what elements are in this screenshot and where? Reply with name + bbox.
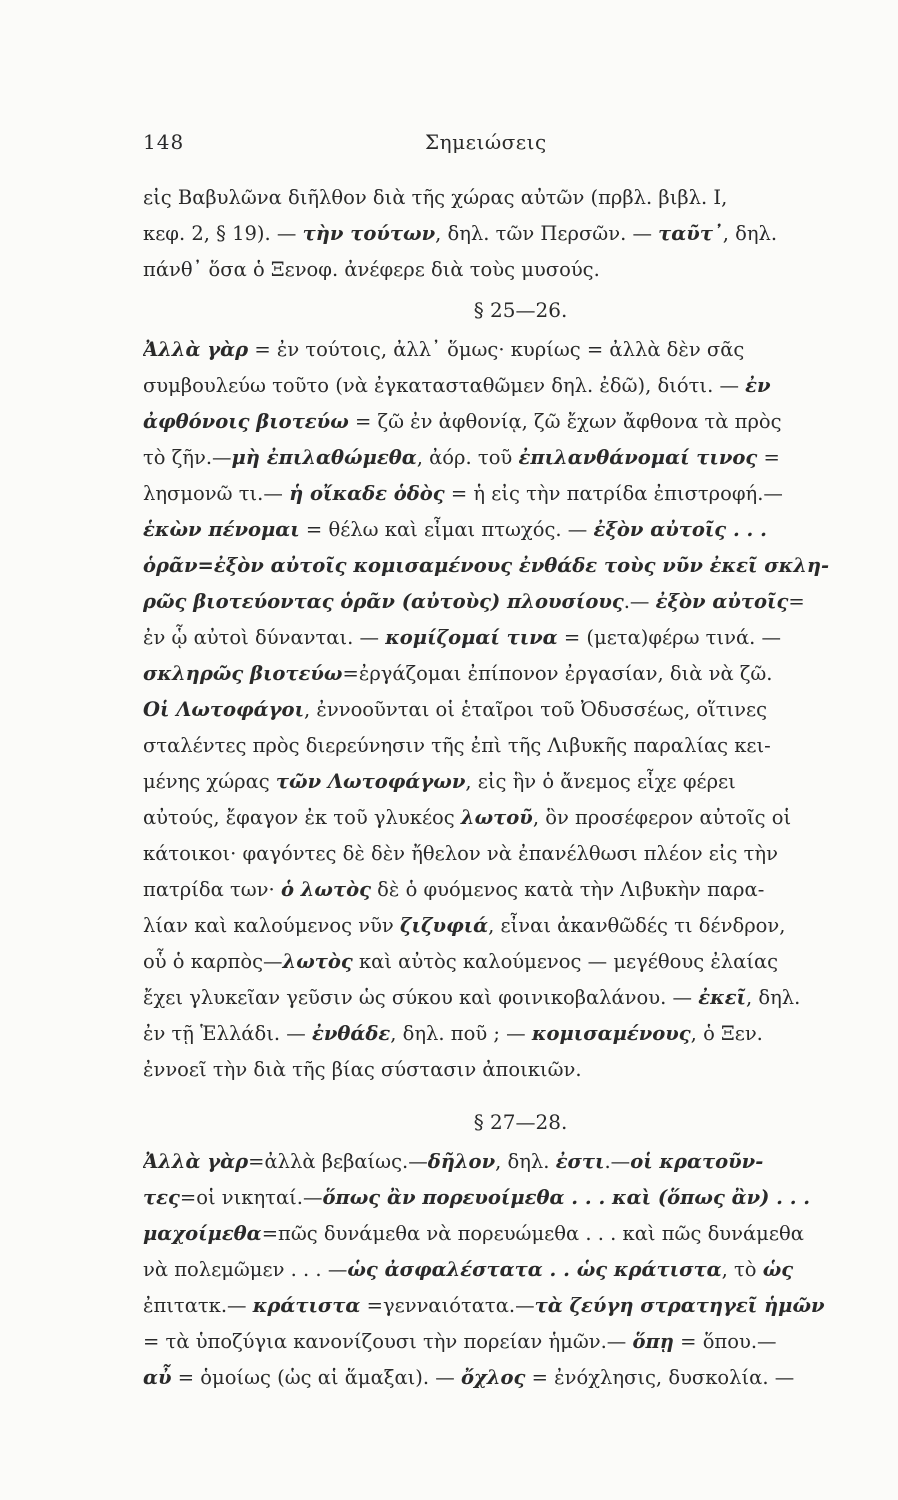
text-run: κεφ. 2, § 19). —: [143, 222, 303, 245]
text-line: [143, 440, 878, 476]
bold-term: ἐξὸν αὐτοῖς . . .: [593, 518, 767, 541]
text-run: καὶ αὐτὸς καλούμενος — μεγέθους ἐλαίας: [352, 950, 779, 973]
bold-term: ὄχλος: [461, 1366, 526, 1389]
text-run: , ἐννοοῦνται οἱ ἑταῖροι τοῦ Ὀδυσσέως, οἵτινες: [304, 698, 768, 721]
text-line: [143, 1360, 878, 1396]
text-run: λησμονῶ τι.—: [143, 482, 290, 505]
text-line: [143, 404, 878, 440]
bold-term: ἡ οἴκαδε ὁδὸς: [289, 482, 445, 505]
text-run: ἐννοεῖ τὴν διὰ τῆς βίας σύστασιν ἀποικιῶν.: [143, 1058, 582, 1081]
text-line: [143, 1324, 878, 1360]
bold-term: τες: [143, 1186, 180, 1209]
text-line: [143, 180, 878, 216]
bold-term: ἐξὸν αὐτοῖς: [655, 590, 789, 613]
text-line: [143, 476, 878, 512]
bold-term: ὡς ἀσφαλέστατα . . ὡς κράτιστα: [347, 1258, 722, 1281]
text-run: πατρίδα των·: [143, 878, 281, 901]
text-run: πάνθ᾽ ὅσα ὁ Ξενοφ. ἀνέφερε διὰ τοὺς μυσούς.: [143, 258, 600, 281]
text-run: οὗ ὁ καρπὸς—: [143, 950, 283, 973]
bold-term: Ἀλλὰ γὰρ: [143, 1150, 249, 1173]
text-run: , εἰς ἣν ὁ ἄνεμος εἶχε φέρει: [465, 770, 736, 793]
text-run: , δηλ.: [745, 986, 801, 1009]
text-run: , εἶναι ἀκανθῶδές τι δένδρον,: [488, 914, 786, 937]
text-run: =ἀλλὰ βεβαίως.—: [248, 1150, 428, 1173]
text-run: , ὃν προσέφερον αὐτοῖς οἱ: [532, 806, 792, 829]
text-line: [143, 1288, 878, 1324]
bold-term: τὴν τούτων: [302, 222, 436, 245]
text-run: , δηλ. τῶν Περσῶν. —: [435, 222, 659, 245]
paragraph-block-c: [143, 1144, 878, 1396]
text-run: μένης χώρας: [143, 770, 276, 793]
text-run: =οἱ νικηταί.—: [179, 1186, 323, 1209]
text-line: [143, 944, 878, 980]
bold-term: ἀφθόνοις βιοτεύω: [143, 410, 349, 433]
bold-term: ἐστι: [555, 1150, 605, 1173]
text-run: , τὸ: [721, 1258, 763, 1281]
bold-term: Οἱ Λωτοφάγοι: [143, 698, 304, 721]
paragraph-block-b: [143, 332, 878, 1088]
text-run: λίαν καὶ καλούμενος νῦν: [143, 914, 400, 937]
bold-term: μαχοίμεθα: [143, 1222, 262, 1245]
running-title: Σημειώσεις: [425, 130, 547, 154]
text-line: [143, 332, 878, 368]
text-line: [143, 800, 878, 836]
bold-term: μὴ ἐπιλαθώμεθα: [231, 446, 417, 469]
text-run: = ἐν τούτοις, ἀλλ᾽ ὅμως· κυρίως = ἀλλὰ δὲν σᾶς: [248, 338, 745, 361]
bold-term: ρῶς βιοτεύοντας ὁρᾶν (αὐτοὺς) πλουσίους: [143, 590, 624, 613]
bold-term: δῆλον: [427, 1150, 496, 1173]
text-run: = ὁμοίως (ὡς αἱ ἅμαξαι). —: [171, 1366, 462, 1389]
bold-term: κομισαμένους: [531, 1022, 691, 1045]
text-line: [143, 584, 878, 620]
section-heading-25-26: § 25—26.: [473, 298, 568, 322]
text-run: =γενναιότατα.—: [360, 1294, 535, 1317]
text-line: [143, 548, 878, 584]
bold-term: αὖ: [143, 1366, 172, 1389]
text-line: [143, 216, 878, 252]
text-run: = τὰ ὑποζύγια κανονίζουσι τὴν πορείαν ἡμῶν.—: [143, 1330, 633, 1353]
bold-term: ἐπιλανθάνομαί τινος: [518, 446, 758, 469]
text-run: νὰ πολεμῶμεν . . . —: [143, 1258, 348, 1281]
text-line: [143, 908, 878, 944]
text-run: σταλέντες πρὸς διερεύνησιν τῆς ἐπὶ τῆς Λιβυκῆς παραλίας κει-: [143, 734, 771, 757]
text-run: δὲ ὁ φυόμενος κατὰ τὴν Λιβυκὴν παρα-: [370, 878, 765, 901]
body-text: [143, 180, 878, 1396]
bold-term: ἐνθάδε: [311, 1022, 391, 1045]
text-run: ἐπιτατκ.—: [143, 1294, 253, 1317]
bold-term: κομίζομαί τινα: [385, 626, 558, 649]
text-line: [143, 728, 878, 764]
text-line: [143, 836, 878, 872]
text-run: =: [788, 590, 805, 613]
text-run: = θέλω καὶ εἶμαι πτωχός. —: [299, 518, 594, 541]
bold-term: ὁρᾶν=ἐξὸν αὐτοῖς κομισαμένους ἐνθάδε τοὺς νῦν ἐκεῖ σκλη-: [143, 554, 830, 577]
text-run: τὸ ζῆν.—: [143, 446, 232, 469]
text-run: = ζῶ ἐν ἀφθονίᾳ, ζῶ ἔχων ἄφθονα τὰ πρὸς: [348, 410, 782, 433]
bold-term: ἑκὼν πένομαι: [143, 518, 300, 541]
text-run: , δηλ.: [722, 222, 778, 245]
text-line: [143, 368, 878, 404]
bold-term: ὁ λωτὸς: [280, 878, 371, 901]
bold-term: κράτιστα: [252, 1294, 361, 1317]
bold-term: τὰ ζεύγη στρατηγεῖ ἡμῶν: [534, 1294, 825, 1317]
bold-term: οἱ κρατοῦν-: [630, 1150, 764, 1173]
text-run: = (μετα)φέρω τινά. —: [557, 626, 782, 649]
text-run: εἰς Βαβυλῶνα διῆλθον διὰ τῆς χώρας αὐτῶν (πρβλ. βιβλ. I,: [143, 186, 728, 209]
text-line: [143, 872, 878, 908]
text-run: , δηλ.: [495, 1150, 556, 1173]
text-line: [143, 1016, 878, 1052]
text-run: ἔχει γλυκεῖαν γεῦσιν ὡς σύκου καὶ φοινικοβαλάνου. —: [143, 986, 699, 1009]
page-number: 148: [143, 130, 185, 154]
text-line: [143, 764, 878, 800]
text-run: , ὁ Ξεν.: [690, 1022, 763, 1045]
text-line: [143, 692, 878, 728]
text-line: [143, 252, 878, 288]
text-run: , δηλ. ποῦ ; —: [390, 1022, 532, 1045]
text-line: [143, 1216, 878, 1252]
bold-term: τῶν Λωτοφάγων: [275, 770, 466, 793]
text-line: [143, 1052, 878, 1088]
bold-term: ζιζυφιά: [400, 914, 489, 937]
text-run: αὐτούς, ἔφαγον ἐκ τοῦ γλυκέος: [143, 806, 461, 829]
text-run: = ἡ εἰς τὴν πατρίδα ἐπιστροφή.—: [444, 482, 783, 505]
text-run: .—: [604, 1150, 631, 1173]
text-line: [143, 620, 878, 656]
text-run: κάτοικοι· φαγόντες δὲ δὲν ἤθελον νὰ ἐπανέλθωσι πλέον εἰς τὴν: [143, 842, 778, 865]
bold-term: ἐν: [745, 374, 771, 397]
bold-term: σκληρῶς βιοτεύω: [143, 662, 343, 685]
text-line: [143, 656, 878, 692]
bold-term: ὅπως ἂν πορευοίμεθα . . . καὶ (ὅπως ἂν) . . .: [322, 1186, 811, 1209]
text-run: = ὅπου.—: [673, 1330, 777, 1353]
text-run: = ἐνόχλησις, δυσκολία. —: [525, 1366, 795, 1389]
text-run: ἐν ᾧ αὐτοὶ δύνανται. —: [143, 626, 386, 649]
text-run: =ἐργάζομαι ἐπίπονον ἐργασίαν, διὰ νὰ ζῶ.: [342, 662, 773, 685]
bold-term: ἐκεῖ: [698, 986, 746, 1009]
bold-term: Ἀλλὰ γὰρ: [143, 338, 249, 361]
text-line: [143, 1144, 878, 1180]
bold-term: ὡς: [762, 1258, 794, 1281]
text-line: [143, 980, 878, 1016]
bold-term: λωτοῦ: [460, 806, 533, 829]
text-line: [143, 1252, 878, 1288]
text-run: συμβουλεύω τοῦτο (νὰ ἐγκατασταθῶμεν δηλ. ἐδῶ), διότι. —: [143, 374, 746, 397]
text-run: =: [757, 446, 780, 469]
bold-term: ὅπῃ: [632, 1330, 674, 1353]
text-run: =πῶς δυνάμεθα νὰ πορευώμεθα . . . καὶ πῶς δυνάμεθα: [261, 1222, 804, 1245]
bold-term: λωτὸς: [282, 950, 353, 973]
spacer: [143, 1088, 878, 1100]
text-run: , ἀόρ. τοῦ: [416, 446, 519, 469]
text-run: ἐν τῇ Ἑλλάδι. —: [143, 1022, 312, 1045]
page-header: [0, 118, 898, 158]
bold-term: ταῦτ᾽: [658, 222, 723, 245]
text-line: [143, 512, 878, 548]
paragraph-block-a: [143, 180, 878, 288]
text-line: [143, 1180, 878, 1216]
section-heading-27-28: § 27—28.: [473, 1110, 568, 1134]
text-run: .—: [623, 590, 656, 613]
